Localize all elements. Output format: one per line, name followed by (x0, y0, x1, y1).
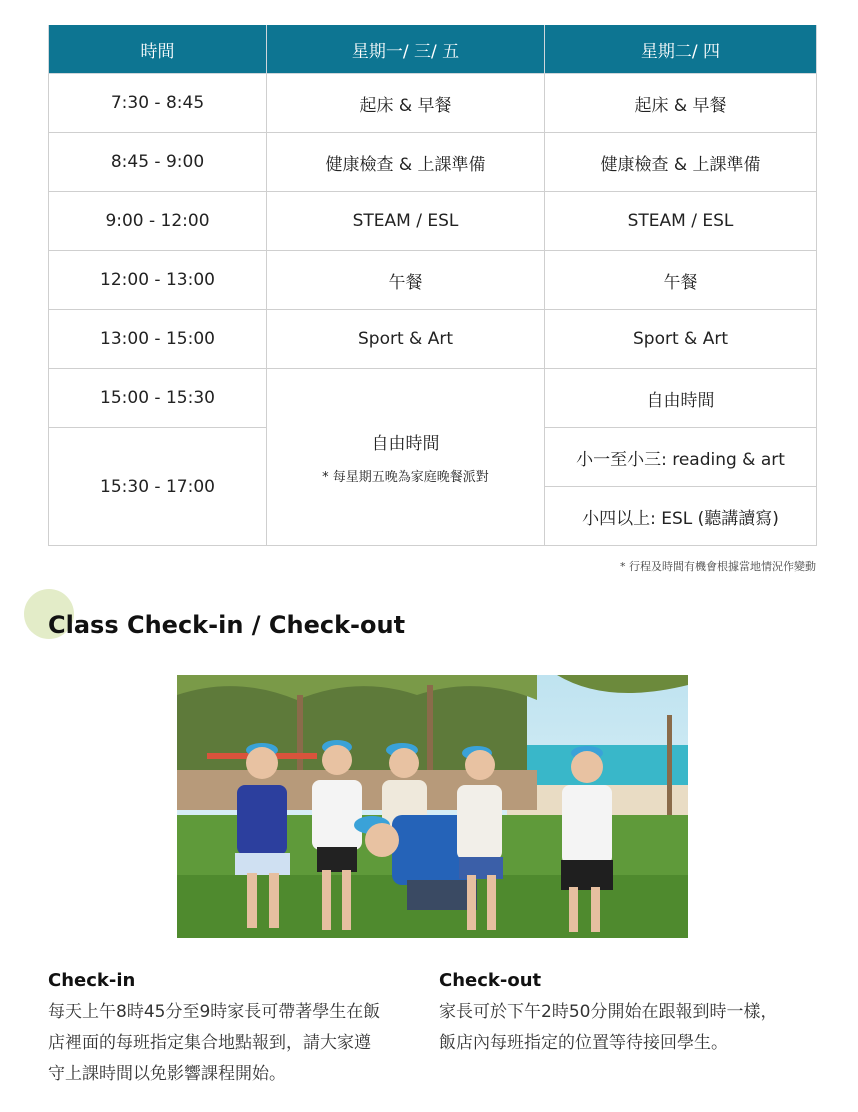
checkin-line: 每天上午8時45分至9時家長可帶著學生在飯 (48, 1002, 381, 1022)
time-cell: 9:00 - 12:00 (49, 192, 267, 251)
mwf-free-time-cell (267, 369, 545, 546)
table-row (49, 133, 817, 192)
tt-cell: 小四以上: ESL (聽講讀寫) (545, 487, 817, 546)
schedule-header-row (49, 25, 817, 74)
checkout-line: 家長可於下午2時50分開始在跟報到時一樣， (439, 1002, 778, 1022)
mwf-cell: 午餐 (267, 251, 545, 310)
tt-cell: 健康檢查 & 上課準備 (545, 133, 817, 192)
mwf-cell: STEAM / ESL (267, 192, 545, 251)
table-row (49, 251, 817, 310)
time-cell: 8:45 - 9:00 (49, 133, 267, 192)
time-cell: 15:00 - 15:30 (49, 369, 267, 428)
section-title: Class Check-in / Check-out (48, 611, 406, 639)
schedule-table (48, 25, 817, 546)
checkout-line: 飯店內每班指定的位置等待接回學生。 (439, 1033, 728, 1053)
time-cell: 13:00 - 15:00 (49, 310, 267, 369)
table-row (49, 369, 817, 428)
mwf-cell: Sport & Art (267, 310, 545, 369)
free-time-label: 自由時間 (371, 434, 440, 454)
checkout-title: Check-out (439, 970, 542, 991)
checkin-title: Check-in (48, 970, 136, 991)
checkout-text (439, 997, 811, 1059)
checkin-block (48, 970, 420, 1090)
time-cell: 7:30 - 8:45 (49, 74, 267, 133)
table-row (49, 74, 817, 133)
checkout-block (439, 970, 811, 1059)
header-time: 時間 (49, 25, 267, 74)
tt-cell: Sport & Art (545, 310, 817, 369)
tt-cell: 自由時間 (545, 369, 817, 428)
table-row (49, 192, 817, 251)
time-cell: 15:30 - 17:00 (49, 428, 267, 546)
beach-group-photo (177, 675, 688, 938)
tt-cell: 起床 & 早餐 (545, 74, 817, 133)
tt-cell: 小一至小三: reading & art (545, 428, 817, 487)
tt-cell: STEAM / ESL (545, 192, 817, 251)
tt-cell: 午餐 (545, 251, 817, 310)
table-row (49, 310, 817, 369)
checkin-line: 店裡面的每班指定集合地點報到，請大家遵 (48, 1033, 371, 1053)
checkin-line: 守上課時間以免影響課程開始。 (48, 1064, 286, 1084)
mwf-cell: 起床 & 早餐 (267, 74, 545, 133)
header-mon-wed-fri: 星期一/ 三/ 五 (267, 25, 545, 74)
mwf-cell: 健康檢查 & 上課準備 (267, 133, 545, 192)
time-cell: 12:00 - 13:00 (49, 251, 267, 310)
header-tue-thu: 星期二/ 四 (545, 25, 817, 74)
schedule-footnote: * 行程及時間有機會根據當地情況作變動 (620, 560, 816, 573)
checkin-text (48, 997, 420, 1090)
friday-dinner-note: * 每星期五晚為家庭晚餐派對 (322, 470, 489, 485)
